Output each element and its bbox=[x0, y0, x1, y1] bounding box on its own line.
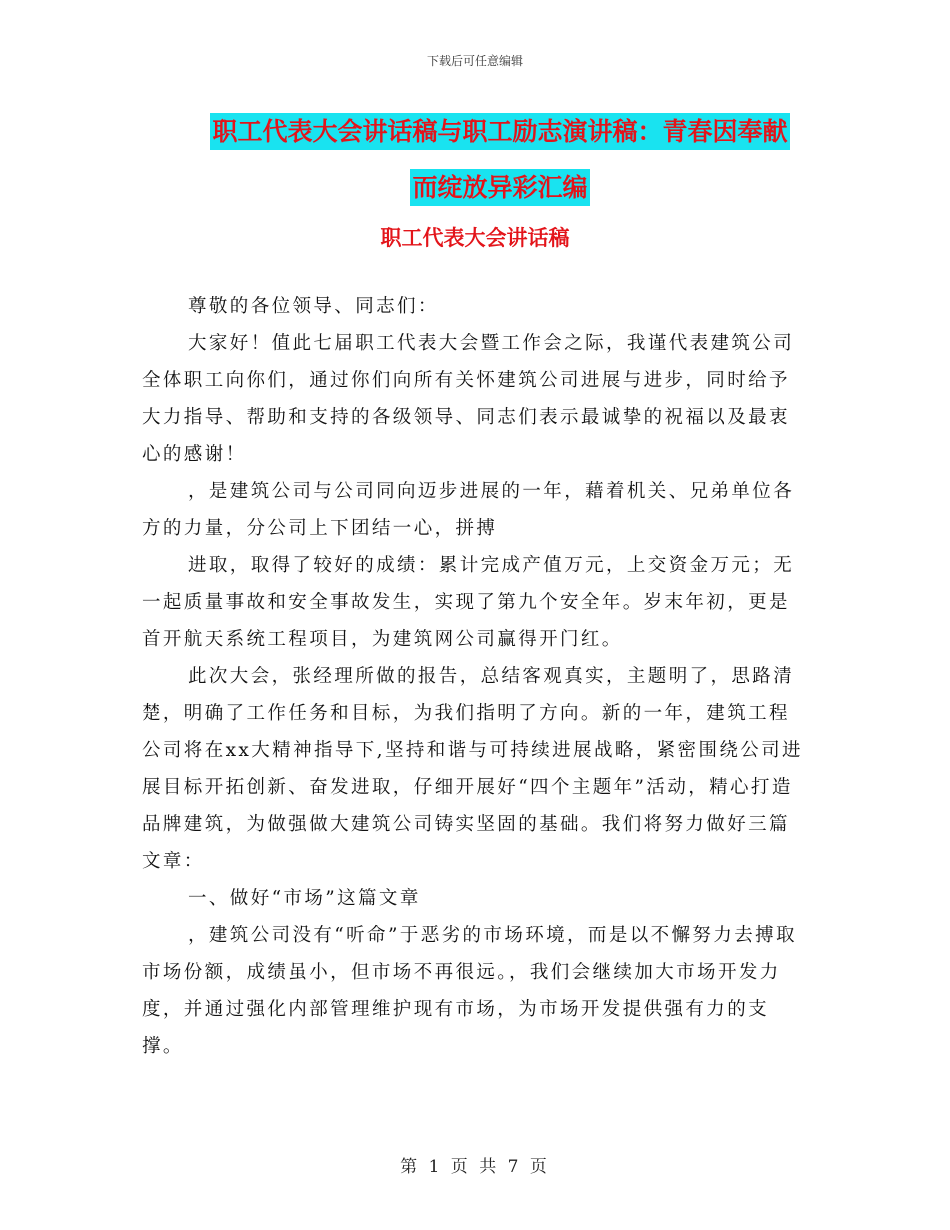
paragraph: 进取，取得了较好的成绩：累计完成产值万元，上交资金万元；无一起质量事故和安全事故发生，实现了第九个安全年。岁末年初，更是首开航天系统工程项目，为建筑网公司赢得开门红。 bbox=[142, 555, 795, 650]
header-note: 下载后可任意编辑 bbox=[426, 54, 523, 68]
paragraph: ，建筑公司没有“听命”于恶劣的市场环境，而是以不懈努力去搏取市场份额，成绩虽小，但市场不再很远。，我们会继续加大市场开发力度，并通过强化内部管理维护现有市场，为市场开发提供强有力的支撑。 bbox=[142, 925, 797, 1057]
document-title bbox=[190, 104, 810, 216]
document-body bbox=[142, 288, 804, 1065]
paragraph: 大家好！值此七届职工代表大会暨工作会之际，我谨代表建筑公司全体职工向你们，通过你们向所有关怀建筑公司进展与进步，同时给予大力指导、帮助和支持的各级领导、同志们表示最诚挚的祝福以及最衷心的感谢！ bbox=[142, 333, 795, 465]
document-title-line-1: 职工代表大会讲话稿与职工励志演讲稿：青春因奉献 bbox=[210, 113, 789, 150]
paragraph: ，是建筑公司与公司同向迈步进展的一年，藉着机关、兄弟单位各方的力量，分公司上下团结一心，拼搏 bbox=[142, 481, 795, 539]
paragraph: 此次大会，张经理所做的报告，总结客观真实，主题明了，思路清楚，明确了工作任务和目标，为我们指明了方向。新的一年，建筑工程公司将在xx大精神指导下,坚持和谐与可持续进展战略，紧密围绕公司进展目标开拓创新、奋发进取，仔细开展好“四个主题年”活动，精心打造品牌建筑，为做强做大建筑公司铸实坚固的基础。我们将努力做好三篇文章： bbox=[142, 666, 803, 872]
document-title-line-2: 而绽放异彩汇编 bbox=[410, 169, 589, 206]
paragraph-salutation: 尊敬的各位领导、同志们： bbox=[188, 296, 439, 317]
paragraph-subheading: 一、做好“市场”这篇文章 bbox=[188, 888, 421, 909]
section-heading: 职工代表大会讲话稿 bbox=[380, 226, 570, 250]
page-number-footer: 第 1 页 共 7 页 bbox=[400, 1157, 550, 1177]
